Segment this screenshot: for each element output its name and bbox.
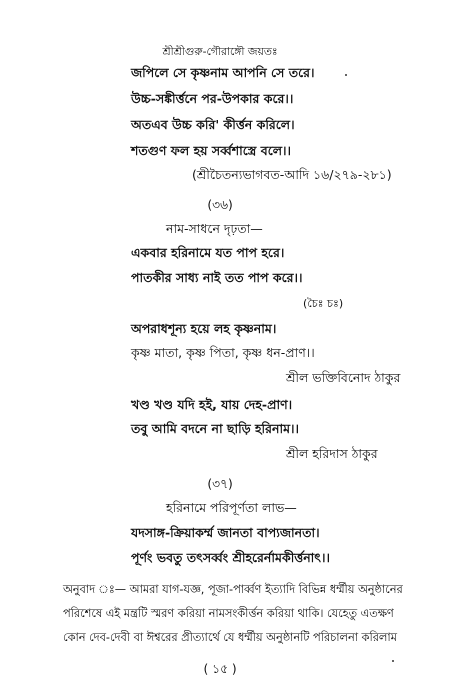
verse-line: তবু আমি বদনে না ছাড়ি হরিনাম।। — [131, 421, 299, 436]
verse-line: খণ্ড খণ্ড যদি হই, যায় দেহ-প্রাণ। — [131, 397, 293, 412]
verse-line: জপিলে সে কৃষ্ণনাম আপনি সে তরে। — [131, 65, 315, 80]
verse-line: অতএব উচ্চ করি' কীর্ত্তন করিলে। — [131, 117, 295, 132]
translation-line: কোন দেব-দেবী বা ঈশ্বরের প্রীত্যার্থে যে ধর্ম্মীয় অনুষ্ঠানটি পরিচালনা করিলাম — [63, 631, 397, 644]
verse-source: (চৈঃ চঃ) — [303, 297, 344, 310]
section-number: (৩৬) — [207, 197, 233, 212]
scan-speck — [345, 74, 347, 76]
verse-line: উচ্চ-সঙ্কীর্ত্তনে পর-উপকার করে।। — [131, 91, 294, 106]
verse-line: শতগুণ ফল হয় সর্ব্বশাস্ত্রে বলে।। — [131, 143, 291, 158]
section-number: (৩৭) — [207, 476, 233, 491]
verse-attribution: শ্রীল ভক্তিবিনোদ ঠাকুর — [286, 370, 401, 385]
page-number: ( ১৫ ) — [203, 661, 237, 676]
verse-line: একবার হরিনামে যত পাপ হরে। — [131, 245, 285, 260]
scan-speck — [392, 660, 394, 662]
verse-source: (শ্রীচৈতন্যভাগবত-আদি ১৬/২৭৯-২৮১) — [192, 167, 392, 182]
sanskrit-verse-line: পূর্ণং ভবতু তৎসর্ব্বং শ্রীহরের্নামকীর্ত্তনাৎ।। — [131, 550, 330, 565]
verse-line: পাতকীর সাধ্য নাই তত পাপ করে।। — [131, 270, 303, 285]
translation-line: অনুবাদ ঃ— আমরা যাগ-যজ্ঞ, পূজা-পার্ব্বণ ইত্যাদি বিভিন্ন ধর্ম্মীয় অনুষ্ঠানের — [63, 583, 403, 596]
verse-line: কৃষ্ণ মাতা, কৃষ্ণ পিতা, কৃষ্ণ ধন-প্রাণ।। — [131, 345, 315, 360]
section-heading: নাম-সাধনে দৃঢ়তা— — [166, 221, 263, 236]
verse-line: অপরাধশূন্য হয়ে লহ কৃষ্ণনাম। — [131, 321, 277, 336]
section-heading: হরিনামে পরিপূর্ণতা লাভ— — [166, 500, 297, 515]
translation-line: পরিশেষে এই মন্ত্রটি স্মরণ করিয়া নামসংকীর্ত্তন করিয়া থাকি। যেহেতু এতক্ষণ — [63, 607, 394, 620]
sanskrit-verse-line: যদসাঙ্গ-ক্রিয়াকর্ম্ম জানতা বাপ্যজানতা। — [131, 525, 320, 540]
verse-attribution: শ্রীল হরিদাস ঠাকুর — [286, 446, 378, 461]
page-header: শ্রীশ্রীগুরু-গৌরাঙ্গৌ জয়তঃ — [162, 45, 278, 58]
